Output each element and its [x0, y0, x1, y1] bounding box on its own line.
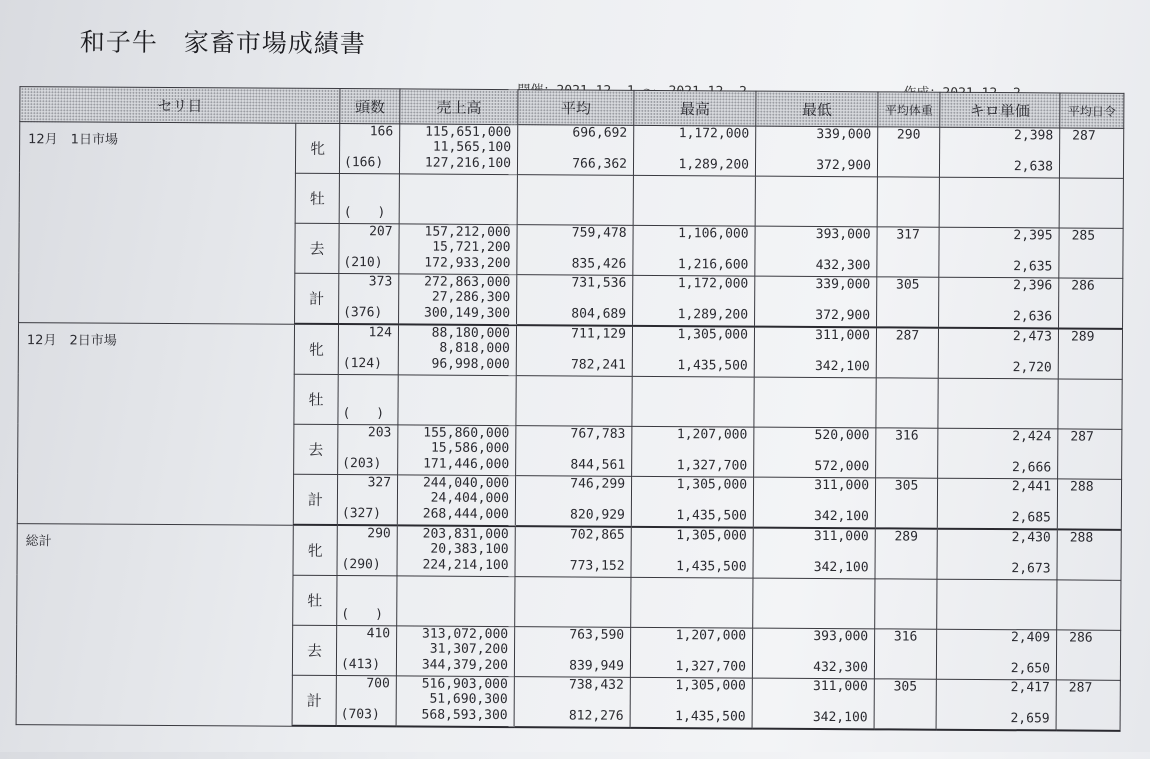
kilo-price: 2,430	[938, 530, 1051, 546]
sex-category: 去	[292, 625, 336, 675]
sales-total: 300,149,300	[399, 305, 510, 321]
max-price: 1,172,000	[633, 276, 748, 292]
kilo-price-taxed: 2,720	[939, 360, 1052, 376]
average-price-taxed: 812,276	[515, 708, 624, 724]
kilo-price-taxed	[940, 209, 1053, 210]
sales-total: 224,214,100	[398, 557, 509, 573]
kilo-price-taxed	[937, 611, 1050, 612]
average-price: 759,478	[518, 225, 627, 241]
sales-total: 268,444,000	[398, 506, 509, 522]
head-count: 373	[339, 274, 392, 289]
min-price: 311,000	[754, 529, 869, 545]
market-date: 総計	[16, 523, 293, 726]
market-date: 12月 1日市場	[19, 122, 296, 324]
min-price: 339,000	[756, 127, 871, 143]
kilo-price: 2,409	[937, 630, 1050, 646]
average-price: 731,536	[517, 275, 626, 291]
min-price: 393,000	[756, 227, 871, 243]
average-age: 287	[1070, 430, 1094, 445]
sales-total: 96,998,000	[399, 356, 510, 372]
max-price: 1,305,000	[632, 528, 747, 544]
table-row	[17, 523, 1121, 580]
sales-total	[399, 406, 510, 407]
header-kilo-price: キロ単価	[940, 92, 1060, 128]
average-price: 711,129	[517, 326, 626, 342]
kilo-price	[940, 178, 1053, 179]
average-age: 285	[1072, 229, 1096, 244]
max-price-taxed: 1,216,600	[633, 257, 748, 273]
sales-tax: 20,383,100	[398, 541, 509, 557]
head-count-sub: (124)	[343, 356, 382, 371]
kilo-price-taxed: 2,635	[939, 259, 1052, 275]
head-count: 166	[340, 124, 393, 139]
head-count: 410	[337, 626, 390, 641]
document-title: 和子牛 家畜市場成績書	[80, 22, 366, 60]
sales-amount: 203,831,000	[398, 526, 509, 542]
sales-total	[400, 205, 511, 206]
sales-total: 344,379,200	[397, 657, 508, 673]
sales-tax: 27,286,300	[399, 289, 510, 305]
sex-category: 牡	[293, 575, 337, 625]
head-count-sub: (166)	[344, 155, 383, 170]
kilo-price: 2,395	[940, 228, 1053, 244]
min-price: 339,000	[755, 277, 870, 293]
max-price-taxed	[631, 609, 746, 610]
sales-tax: 24,404,000	[398, 490, 509, 506]
kilo-price: 2,398	[940, 128, 1053, 144]
results-table	[16, 86, 1125, 732]
average-age: 289	[1071, 330, 1095, 345]
average-price	[517, 376, 626, 377]
min-price-taxed: 372,900	[755, 308, 870, 324]
kilo-price-taxed: 2,685	[938, 510, 1051, 526]
sales-amount: 157,212,000	[400, 224, 511, 240]
max-price-taxed: 1,327,700	[631, 659, 746, 675]
header-average: 平均	[518, 90, 634, 126]
average-price: 696,692	[518, 125, 627, 141]
header-avg-age: 平均日令	[1060, 93, 1124, 128]
head-count-sub: (703)	[341, 707, 380, 722]
sales-amount: 155,860,000	[398, 425, 509, 441]
max-price-taxed: 1,289,200	[634, 157, 749, 173]
max-price: 1,305,000	[633, 327, 748, 343]
kilo-price: 2,473	[939, 329, 1052, 345]
average-age: 286	[1069, 631, 1093, 646]
sales-amount: 115,651,000	[400, 124, 511, 140]
sales-amount: 313,072,000	[397, 626, 508, 642]
kilo-price	[939, 379, 1052, 380]
min-price	[753, 579, 868, 580]
min-price: 311,000	[753, 679, 868, 695]
head-count-sub: (376)	[343, 305, 382, 320]
average-weight: 317	[878, 227, 939, 242]
average-price-taxed: 773,152	[516, 558, 625, 574]
average-weight: 316	[876, 428, 937, 443]
max-price-taxed	[634, 207, 749, 208]
market-date: 12月 2日市場	[17, 322, 294, 525]
sales-total: 127,216,100	[400, 155, 511, 171]
average-price-taxed: 844,561	[516, 457, 625, 473]
max-price-taxed: 1,435,500	[632, 559, 747, 575]
sex-category: 牝	[293, 525, 337, 576]
max-price	[634, 176, 749, 177]
min-price-taxed: 372,900	[756, 158, 871, 174]
sex-category: 去	[295, 223, 339, 273]
average-price-taxed: 782,241	[517, 357, 626, 373]
head-count-sub: (327)	[342, 506, 381, 521]
max-price: 1,207,000	[631, 628, 746, 644]
kilo-price: 2,441	[938, 479, 1051, 495]
sales-tax: 8,818,000	[399, 340, 510, 356]
min-price: 311,000	[754, 478, 869, 494]
min-price: 311,000	[755, 328, 870, 344]
sales-tax: 51,690,300	[397, 691, 508, 707]
min-price-taxed	[755, 409, 870, 410]
head-count-sub: ( )	[344, 205, 386, 220]
header-seri-date: セリ日	[20, 87, 340, 124]
average-price-taxed	[518, 206, 627, 207]
average-weight: 305	[875, 679, 936, 694]
average-price: 763,590	[515, 627, 624, 643]
sales-total	[397, 607, 508, 608]
min-price-taxed	[753, 610, 868, 611]
average-price-taxed: 839,949	[515, 658, 624, 674]
average-price: 738,432	[515, 677, 624, 693]
head-count: 203	[338, 425, 391, 440]
average-price	[515, 577, 624, 578]
average-price-taxed	[515, 608, 624, 609]
average-price-taxed: 820,929	[516, 507, 625, 523]
max-price-taxed: 1,327,700	[632, 458, 747, 474]
table-row	[18, 322, 1122, 379]
min-price-taxed: 432,300	[755, 258, 870, 274]
header-avg-weight: 平均体重	[878, 92, 940, 127]
sales-tax: 11,565,100	[400, 139, 511, 155]
kilo-price: 2,396	[939, 278, 1052, 294]
sex-category: 牝	[294, 324, 338, 375]
max-price: 1,305,000	[631, 678, 746, 694]
kilo-price: 2,424	[938, 429, 1051, 445]
sales-amount: 244,040,000	[398, 475, 509, 491]
average-price-taxed: 804,689	[517, 306, 626, 322]
average-age: 286	[1071, 279, 1095, 294]
min-price-taxed: 342,100	[754, 560, 869, 576]
header-head-count: 頭数	[340, 89, 400, 124]
header-max: 最高	[634, 90, 756, 126]
kilo-price-taxed	[939, 410, 1052, 411]
max-price-taxed	[633, 408, 748, 409]
head-count: 207	[340, 224, 393, 239]
max-price: 1,106,000	[634, 226, 749, 242]
sales-tax: 31,307,200	[397, 641, 508, 657]
average-price: 767,783	[516, 426, 625, 442]
average-age: 288	[1070, 480, 1094, 495]
header-sales: 売上高	[400, 89, 518, 125]
head-count: 700	[337, 676, 390, 691]
average-age: 287	[1069, 681, 1093, 696]
sales-tax: 15,721,200	[399, 239, 510, 255]
sex-category: 牡	[294, 374, 338, 424]
sales-tax	[397, 591, 508, 592]
head-count-sub: (210)	[343, 255, 382, 270]
min-price	[756, 177, 871, 178]
average-price: 702,865	[516, 527, 625, 543]
head-count-sub: (203)	[342, 456, 381, 471]
sex-category: 牝	[295, 123, 339, 173]
max-price	[633, 377, 748, 378]
kilo-price-taxed: 2,636	[939, 309, 1052, 325]
sales-amount: 272,863,000	[399, 274, 510, 290]
head-count: 290	[338, 526, 391, 541]
head-count-sub: (413)	[341, 657, 380, 672]
kilo-price-taxed: 2,650	[937, 661, 1050, 677]
sex-category: 計	[295, 273, 339, 324]
max-price: 1,207,000	[632, 427, 747, 443]
max-price-taxed: 1,435,500	[632, 508, 747, 524]
min-price-taxed: 342,100	[753, 710, 868, 726]
sales-amount: 88,180,000	[399, 325, 510, 341]
head-count-sub: ( )	[342, 406, 384, 421]
kilo-price-taxed: 2,638	[940, 159, 1053, 175]
kilo-price-taxed: 2,659	[937, 711, 1050, 727]
max-price: 1,305,000	[632, 477, 747, 493]
min-price-taxed	[756, 208, 871, 209]
sex-category: 計	[293, 474, 337, 525]
sales-amount	[400, 174, 511, 175]
average-weight: 305	[876, 478, 937, 493]
min-price-taxed: 572,000	[754, 459, 869, 475]
max-price-taxed: 1,289,200	[633, 307, 748, 323]
header-min: 最低	[756, 91, 878, 127]
sales-tax	[399, 390, 510, 391]
max-price-taxed: 1,435,500	[633, 358, 748, 374]
head-count: 124	[339, 325, 392, 340]
sales-total: 171,446,000	[398, 456, 509, 472]
average-weight: 287	[877, 328, 938, 343]
head-count: 327	[338, 475, 391, 490]
sales-tax: 15,586,000	[398, 440, 509, 456]
average-weight: 290	[878, 127, 939, 142]
average-price-taxed	[517, 407, 626, 408]
min-price-taxed: 342,100	[754, 509, 869, 525]
sales-amount	[399, 375, 510, 376]
average-price	[518, 175, 627, 176]
max-price	[631, 578, 746, 579]
average-price-taxed: 766,362	[518, 156, 627, 172]
sales-amount: 516,903,000	[397, 676, 508, 692]
table-row	[19, 122, 1123, 179]
average-age: 287	[1072, 129, 1096, 144]
head-count-sub: ( )	[341, 607, 383, 622]
average-weight: 305	[877, 277, 938, 292]
average-weight: 316	[875, 629, 936, 644]
average-price-taxed: 835,426	[517, 256, 626, 272]
min-price-taxed: 432,300	[753, 660, 868, 676]
kilo-price-taxed: 2,666	[938, 460, 1051, 476]
min-price: 520,000	[754, 428, 869, 444]
sex-category: 計	[292, 675, 336, 726]
min-price	[755, 378, 870, 379]
min-price: 393,000	[753, 629, 868, 645]
max-price-taxed: 1,435,500	[631, 709, 746, 725]
max-price: 1,172,000	[634, 126, 749, 142]
sales-tax	[400, 189, 511, 190]
average-age: 288	[1070, 531, 1094, 546]
kilo-price: 2,417	[937, 680, 1050, 696]
average-weight: 289	[876, 529, 937, 544]
min-price-taxed: 342,100	[755, 359, 870, 375]
head-count-sub: (290)	[342, 557, 381, 572]
sales-amount	[398, 576, 509, 577]
sex-category: 去	[294, 424, 338, 474]
average-price: 746,299	[516, 476, 625, 492]
kilo-price-taxed: 2,673	[938, 561, 1051, 577]
sex-category: 牡	[295, 173, 339, 223]
kilo-price	[937, 580, 1050, 581]
sales-total: 172,933,200	[399, 255, 510, 271]
document-page	[1, 0, 1150, 759]
sales-total: 568,593,300	[397, 707, 508, 723]
